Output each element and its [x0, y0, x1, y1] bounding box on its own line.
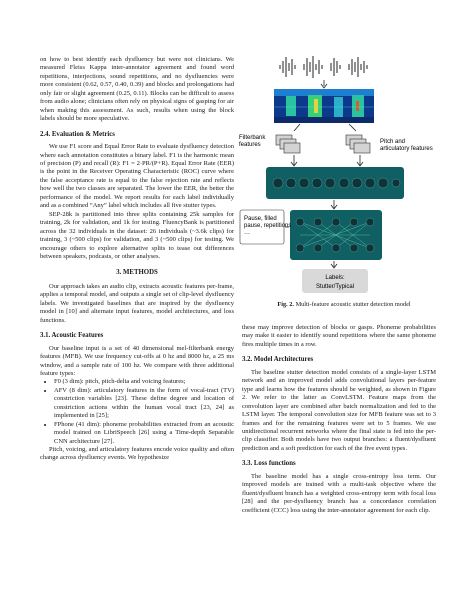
filterbank-label-line: Filterbank: [239, 135, 266, 141]
section-heading-evaluation: 2.4. Evaluation & Metrics: [40, 130, 115, 138]
pitch-label-line-1: articulatory features: [380, 146, 433, 152]
paragraph-acoustic-features: Our baseline input is a set of 40 dimensional mel-filterbank energy features (MFB). We use frequency cut-offs at 0 hz and 8000 hz, a 25 ms window, and a sample rate of 100 hz. We compare with three additional feature types:: [40, 344, 234, 377]
section-heading-methods: 3. METHODS: [116, 269, 158, 277]
dysfluency-classes-box: [240, 210, 291, 244]
filterbank-label-line-1: features: [239, 142, 261, 148]
paragraph-loss-functions: The baseline model has a single cross-entropy loss term. Our improved models are trained with a multi-task objective where the fluent/dysfluent branch has a weighted cross-entropy term with focal loss [28] and the per-dysfluency branch has a concordance correlation coefficient (CCC) loss using the inter-annotator agreement for each clip.: [242, 472, 436, 514]
convolution-layer: [266, 167, 404, 199]
filterbank-feature-stack: [276, 135, 300, 153]
feature-item-fphone: • FPhone (41 dim): phoneme probabilities extracted from an acoustic model trained on LibriSpeech [26] using a Time-depth Separable CNN architecture [27].: [54, 421, 234, 446]
spectrogram-image: [274, 89, 374, 123]
feature-list: [40, 378, 234, 446]
section-heading-model-architectures: 3.2. Model Architectures: [242, 356, 314, 364]
feature-item-f0: • F0 (3 dim): pitch, pitch-delta and voicing features;: [54, 378, 234, 386]
right-column: [242, 324, 436, 515]
section-heading-loss-functions: 3.3. Loss functions: [242, 460, 296, 468]
figure-caption-text: Multi-feature acoustic stutter detection model: [295, 301, 411, 308]
lstm-layer: [290, 210, 382, 260]
paragraph-data-splits: SEP-28k is partitioned into three splits containing 25k samples for training, 2k for validation, and 1k for testing. FluencyBank is partitioned across the 32 individuals in the dataset: 26 individuals (~3.6k clips) for training, 3 (~500 clips) for validation, and 3 (~500 clips) for testing. We encourage others to explore alternative splits to tease out differences between speakers, podcasts, or other analyses.: [40, 210, 234, 260]
classes-label-line-2: …: [244, 230, 250, 236]
paragraph-annotation-agreement: on how to best identify each dysfluency but were not clinicians. We measured Fleiss Kappa inter-annotator agreement and found word repetitions, interjections, sound repetitions, and no dysfluencies were more consistent (0.62, 0.57, 0.40, 0.39) and blocks and prolongations had only fair or slight agreement (0.25, 0.11). Blocks can be difficult to assess from audio alone; clinicians often rely on physical signs of gasping for air when making this assessment. As such, results when using the block labels should be more speculative.: [40, 56, 234, 123]
paragraph-methods: Our approach takes an audio clip, extracts acoustic features per-frame, applies a temporal model, and outputs a single set of clip-level dysfluency labels. We investigated baselines that are inspired by the dysfluency model in [10] and alternate input features, model architectures, and loss functions.: [40, 282, 234, 324]
section-heading-acoustic-features: 3.1. Acoustic Features: [40, 332, 104, 340]
feature-item-afv: • AFV (8 dim): articulatory features in the form of vocal-tract (TV) constriction variables [23]. These define degree and location of constriction actions within the human vocal tract [23, 24] as implemented in [25];: [54, 387, 234, 421]
pitch-label-line: Pitch and: [380, 139, 406, 145]
classes-label-line-1: pause, repetitions: [244, 223, 292, 229]
labels-output-box: [302, 269, 368, 293]
waveform-icon: [280, 56, 367, 78]
paragraph-phoneme-probabilities: these may improve detection of blocks or gasps. Phoneme probabilities may make it easier to identify sound repetitions where the same phoneme fires multiple times in a row.: [242, 324, 436, 348]
paragraph-evaluation-metrics: We use F1 score and Equal Error Rate to evaluate dysfluency detection where each annotation constitutes a binary label. F1 is the harmonic mean of precision (P) and recall (R): F1 = 2·PR/(P+R). Equal Error Rate (EER) is the point in the Receiver Operating Characteristic (ROC) curve where the false acceptance rate is equal to the false rejection rate and reflects how well the two classes are separated. The lower the EER, the better the performance of the model. We report results for each label individually and as a combined “Any” label which includes all five stutter types.: [40, 143, 234, 210]
labels-title: Labels:: [325, 275, 345, 281]
pitch-articulatory-feature-stack: [346, 135, 370, 153]
classes-label-line: Pause, filled: [244, 216, 277, 222]
paragraph-pitch-voicing: Pitch, voicing, and articulatory features encode voice quality and often change across dysfluency events. We hypothesize: [40, 446, 234, 462]
left-column: [40, 56, 234, 463]
paragraph-model-architectures: The baseline stutter detection model consists of a single-layer LSTM network and an improved model adds convolutional layers per-feature type and learns how the features should be weighted, as shown in Figure 2. We refer to the latter as ConvLSTM. Feature maps from the convolution layer are combined after batch normalization and fed to the LSTM layer. The temporal convolution size for MFB feature was set to 3 frames and for the remaining features were set to 5 frames. We use unidirectional recurrent networks where the final state is fed into the per-clip classifier. Both models have two output branches: a fluent/dysfluent prediction and a soft prediction for each of the five event types.: [242, 368, 436, 452]
figure-number: Fig. 2.: [277, 301, 294, 308]
labels-subtitle: Stutter/Typical: [315, 284, 355, 290]
figure-caption: [238, 301, 450, 308]
pitch-features-label: [380, 139, 433, 152]
model-diagram: [238, 55, 450, 297]
filterbank-features-label: [239, 135, 267, 148]
